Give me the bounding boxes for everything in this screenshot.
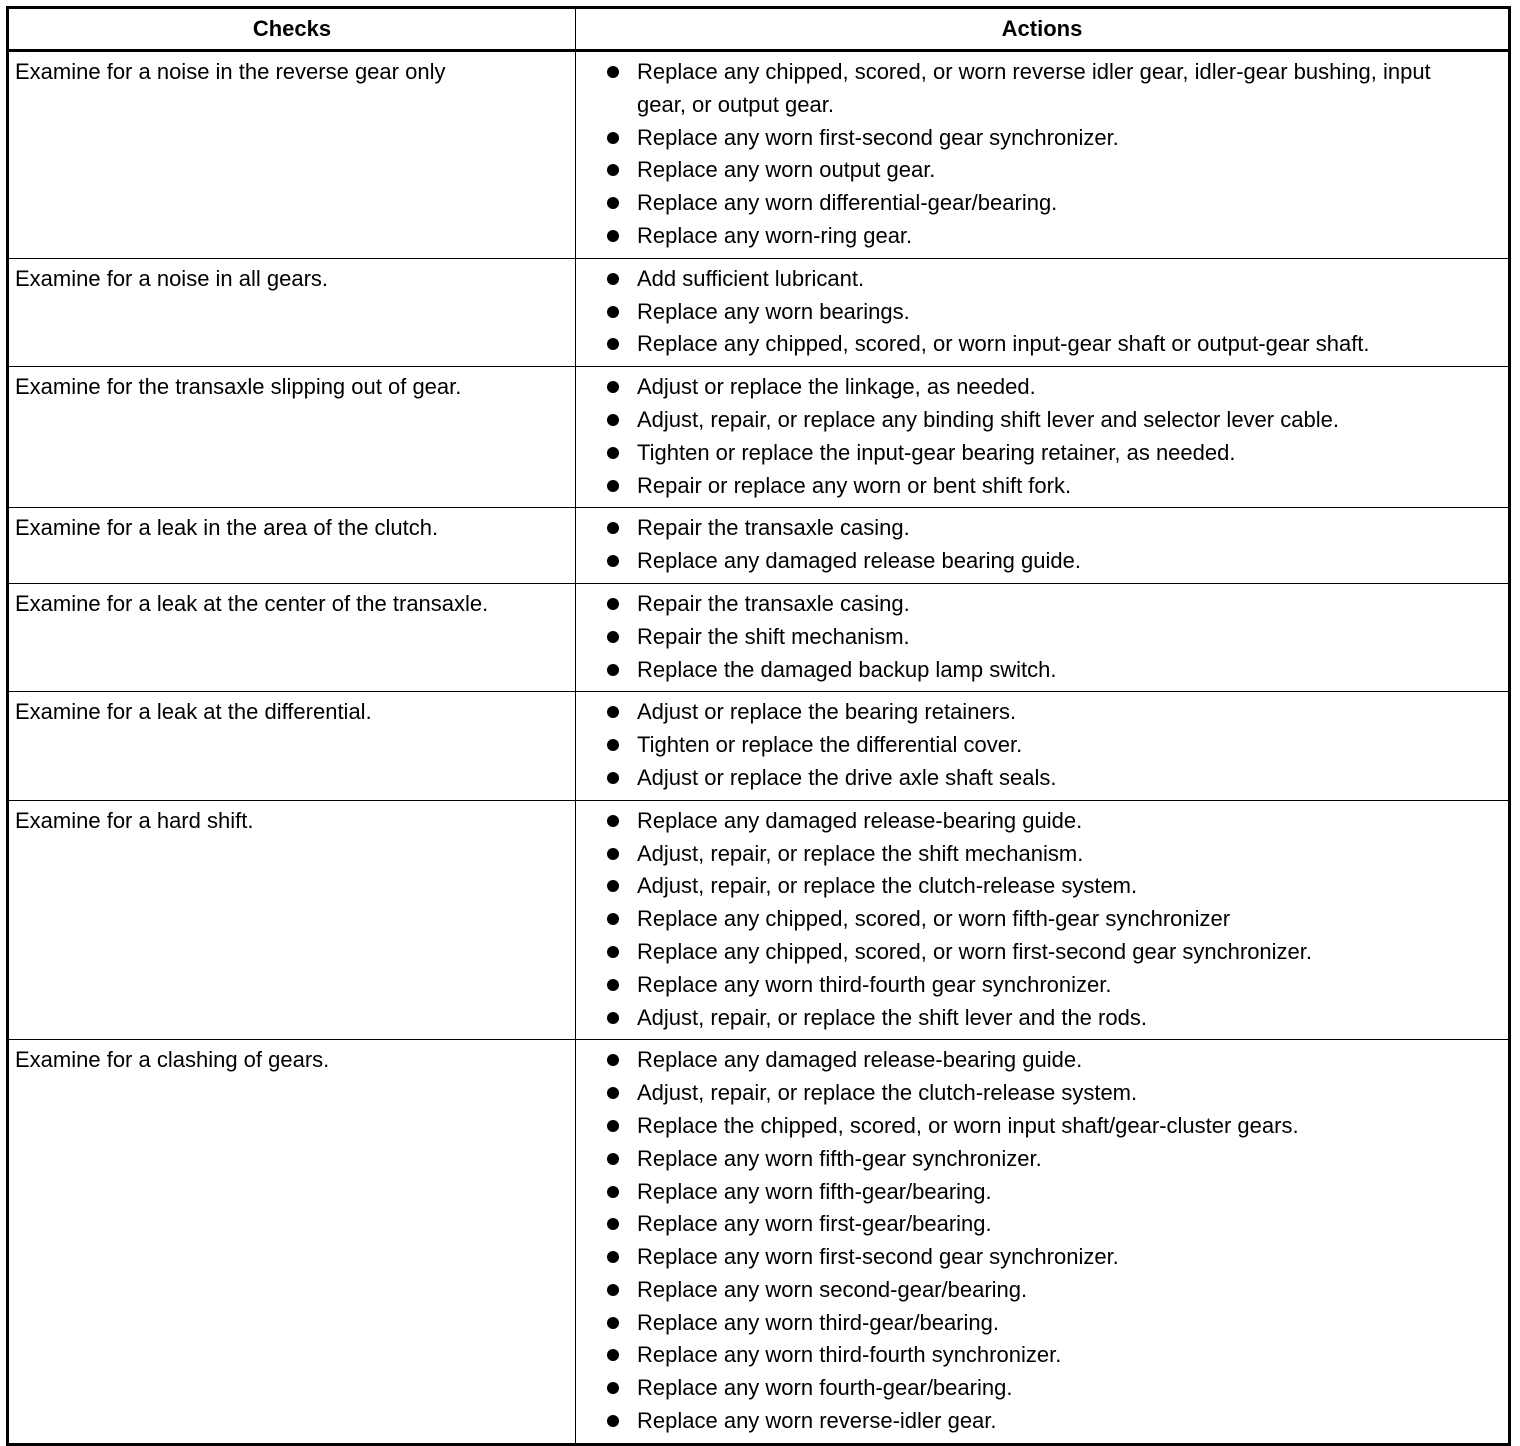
action-text: Tighten or replace the input-gear bearing retainer, as needed. <box>637 439 1236 465</box>
action-text: Replace any worn differential-gear/bearing. <box>637 190 1058 216</box>
check-cell <box>8 258 576 366</box>
bullet-icon <box>607 522 619 534</box>
table-row <box>8 1040 1510 1445</box>
bullet-icon <box>607 1153 619 1165</box>
table-row <box>8 692 1510 800</box>
bullet-icon <box>607 66 619 78</box>
bullet-icon <box>607 664 619 676</box>
bullet-icon <box>607 197 619 209</box>
action-text: Replace any chipped, scored, or worn reverse idler gear, idler-gear bushing, input gear, or output gear. <box>637 59 1431 117</box>
bullet-icon <box>607 1012 619 1024</box>
check-text: Examine for a clashing of gears. <box>15 1047 330 1073</box>
bullet-icon <box>607 1054 619 1066</box>
check-cell <box>8 51 576 259</box>
action-text: Tighten or replace the differential cover. <box>637 732 1023 758</box>
action-item <box>600 1110 1504 1143</box>
action-text: Replace any chipped, scored, or worn fifth-gear synchronizer <box>637 906 1231 932</box>
bullet-icon <box>607 447 619 459</box>
action-text: Replace any worn-ring gear. <box>637 222 913 248</box>
action-text: Adjust, repair, or replace any binding shift lever and selector lever cable. <box>637 406 1339 432</box>
header-row <box>8 8 1510 51</box>
check-text: Examine for a noise in all gears. <box>15 265 329 291</box>
check-text: Examine for a leak in the area of the clutch. <box>15 515 439 541</box>
action-item <box>600 1307 1504 1340</box>
action-list <box>582 1044 1504 1438</box>
actions-cell <box>576 258 1510 366</box>
actions-cell <box>576 800 1510 1040</box>
action-text: Repair the transaxle casing. <box>637 590 910 616</box>
action-item <box>600 122 1504 155</box>
bullet-icon <box>607 273 619 285</box>
action-item <box>600 187 1504 220</box>
bullet-icon <box>607 381 619 393</box>
check-cell <box>8 508 576 584</box>
action-item <box>600 870 1504 903</box>
bullet-icon <box>607 913 619 925</box>
action-item <box>600 1077 1504 1110</box>
action-item <box>600 1044 1504 1077</box>
action-list <box>582 805 1504 1035</box>
bullet-icon <box>607 306 619 318</box>
bullet-icon <box>607 1218 619 1230</box>
action-text: Replace any worn third-fourth gear synchronizer. <box>637 971 1112 997</box>
bullet-icon <box>607 848 619 860</box>
action-list <box>582 588 1504 686</box>
bullet-icon <box>607 706 619 718</box>
action-item <box>600 512 1504 545</box>
check-text: Examine for the transaxle slipping out of gear. <box>15 374 462 400</box>
actions-cell <box>576 51 1510 259</box>
check-cell <box>8 692 576 800</box>
action-item <box>600 437 1504 470</box>
actions-column-header: Actions <box>576 8 1510 51</box>
action-text: Replace any damaged release bearing guide. <box>637 548 1081 574</box>
troubleshooting-table <box>6 6 1511 1446</box>
action-item <box>600 1241 1504 1274</box>
action-item <box>600 696 1504 729</box>
action-item <box>600 220 1504 253</box>
action-text: Replace any worn output gear. <box>637 157 936 183</box>
action-item <box>600 1372 1504 1405</box>
action-item <box>600 296 1504 329</box>
bullet-icon <box>607 555 619 567</box>
checks-column-header: Checks <box>8 8 576 51</box>
action-text: Adjust, repair, or replace the shift mechanism. <box>637 840 1084 866</box>
action-text: Replace any worn second-gear/bearing. <box>637 1276 1028 1302</box>
action-item <box>600 1208 1504 1241</box>
check-cell <box>8 1040 576 1445</box>
action-text: Replace any worn third-fourth synchronizer. <box>637 1342 1062 1368</box>
action-item <box>600 588 1504 621</box>
bullet-icon <box>607 1251 619 1263</box>
action-item <box>600 154 1504 187</box>
bullet-icon <box>607 1317 619 1329</box>
bullet-icon <box>607 480 619 492</box>
table-row <box>8 367 1510 508</box>
table-row <box>8 508 1510 584</box>
action-item <box>600 1176 1504 1209</box>
action-text: Replace any worn fifth-gear synchronizer. <box>637 1145 1042 1171</box>
action-item <box>600 56 1504 122</box>
action-text: Replace any worn first-gear/bearing. <box>637 1211 992 1237</box>
check-text: Examine for a hard shift. <box>15 807 254 833</box>
action-text: Replace any chipped, scored, or worn first-second gear synchronizer. <box>637 938 1313 964</box>
action-text: Repair the shift mechanism. <box>637 623 910 649</box>
table-row <box>8 51 1510 259</box>
action-item <box>600 263 1504 296</box>
action-item <box>600 903 1504 936</box>
action-item <box>600 729 1504 762</box>
action-text: Adjust, repair, or replace the shift lever and the rods. <box>637 1004 1147 1030</box>
check-text: Examine for a noise in the reverse gear only <box>15 59 446 84</box>
table-row <box>8 258 1510 366</box>
bullet-icon <box>607 1349 619 1361</box>
bullet-icon <box>607 815 619 827</box>
action-item <box>600 404 1504 437</box>
check-cell <box>8 367 576 508</box>
action-list <box>582 56 1504 253</box>
actions-cell <box>576 1040 1510 1445</box>
action-text: Replace any worn fourth-gear/bearing. <box>637 1375 1013 1401</box>
action-item <box>600 621 1504 654</box>
action-text: Adjust or replace the drive axle shaft seals. <box>637 764 1057 790</box>
bullet-icon <box>607 1415 619 1427</box>
action-text: Add sufficient lubricant. <box>637 265 865 291</box>
bullet-icon <box>607 631 619 643</box>
actions-cell <box>576 583 1510 691</box>
check-text: Examine for a leak at the center of the transaxle. <box>15 590 489 616</box>
bullet-icon <box>607 1186 619 1198</box>
table-row <box>8 583 1510 691</box>
actions-cell <box>576 692 1510 800</box>
action-item <box>600 838 1504 871</box>
action-text: Replace the chipped, scored, or worn input shaft/gear-cluster gears. <box>637 1112 1299 1138</box>
bullet-icon <box>607 946 619 958</box>
bullet-icon <box>607 414 619 426</box>
bullet-icon <box>607 880 619 892</box>
action-text: Replace any damaged release-bearing guide. <box>637 1047 1083 1073</box>
action-item <box>600 969 1504 1002</box>
action-list <box>582 371 1504 502</box>
action-text: Replace the damaged backup lamp switch. <box>637 656 1057 682</box>
action-item <box>600 1143 1504 1176</box>
bullet-icon <box>607 164 619 176</box>
check-text: Examine for a leak at the differential. <box>15 699 372 725</box>
bullet-icon <box>607 979 619 991</box>
action-item <box>600 371 1504 404</box>
action-list <box>582 263 1504 361</box>
bullet-icon <box>607 1382 619 1394</box>
action-text: Replace any worn reverse-idler gear. <box>637 1408 997 1434</box>
bullet-icon <box>607 230 619 242</box>
action-item <box>600 1405 1504 1438</box>
check-cell <box>8 583 576 691</box>
bullet-icon <box>607 739 619 751</box>
action-text: Adjust, repair, or replace the clutch-release system. <box>637 873 1138 899</box>
bullet-icon <box>607 772 619 784</box>
table-body <box>8 51 1510 1445</box>
action-text: Adjust or replace the linkage, as needed. <box>637 374 1036 400</box>
action-text: Replace any worn bearings. <box>637 298 910 324</box>
action-text: Replace any worn third-gear/bearing. <box>637 1309 999 1335</box>
check-cell <box>8 800 576 1040</box>
action-text: Replace any worn first-second gear synchronizer. <box>637 124 1119 150</box>
action-item <box>600 545 1504 578</box>
action-item <box>600 936 1504 969</box>
action-item <box>600 470 1504 503</box>
action-item <box>600 328 1504 361</box>
action-item <box>600 805 1504 838</box>
action-text: Replace any worn fifth-gear/bearing. <box>637 1178 992 1204</box>
bullet-icon <box>607 1120 619 1132</box>
action-text: Replace any worn first-second gear synchronizer. <box>637 1244 1119 1270</box>
bullet-icon <box>607 338 619 350</box>
action-text: Repair the transaxle casing. <box>637 515 910 541</box>
action-list <box>582 512 1504 578</box>
action-text: Repair or replace any worn or bent shift fork. <box>637 472 1072 498</box>
action-text: Adjust or replace the bearing retainers. <box>637 699 1017 725</box>
action-item <box>600 1002 1504 1035</box>
action-text: Replace any chipped, scored, or worn input-gear shaft or output-gear shaft. <box>637 331 1370 357</box>
action-item <box>600 1274 1504 1307</box>
bullet-icon <box>607 132 619 144</box>
action-item <box>600 762 1504 795</box>
action-list <box>582 696 1504 794</box>
action-item <box>600 1339 1504 1372</box>
actions-cell <box>576 367 1510 508</box>
bullet-icon <box>607 598 619 610</box>
action-text: Replace any damaged release-bearing guide. <box>637 807 1083 833</box>
action-item <box>600 654 1504 687</box>
bullet-icon <box>607 1087 619 1099</box>
actions-cell <box>576 508 1510 584</box>
action-text: Adjust, repair, or replace the clutch-release system. <box>637 1080 1138 1106</box>
bullet-icon <box>607 1284 619 1296</box>
table-row <box>8 800 1510 1040</box>
